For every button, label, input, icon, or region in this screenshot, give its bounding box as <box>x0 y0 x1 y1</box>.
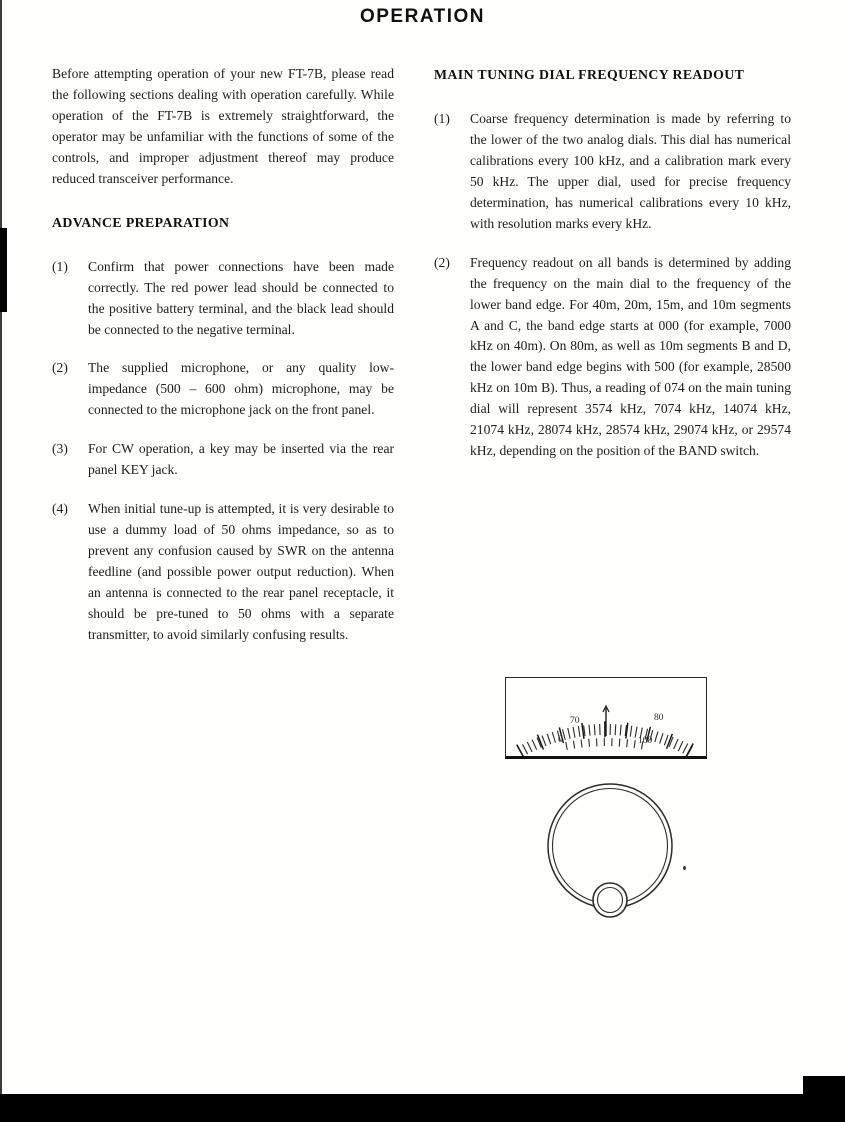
item-number: (1) <box>52 258 68 274</box>
left-column <box>52 64 394 664</box>
list-item <box>52 439 394 481</box>
tuning-knob-illustration <box>530 780 690 930</box>
dial-scale-figure <box>505 677 707 759</box>
section-heading-advance-preparation: ADVANCE PREPARATION <box>52 214 230 230</box>
dial-scale-label-80: 80 <box>654 713 664 723</box>
dial-scale-ticks-illustration <box>506 678 706 756</box>
section-heading-main-tuning-dial: MAIN TUNING DIAL FREQUENCY READOUT <box>434 67 745 82</box>
item-text: Confirm that power connections have been made correctly. The red power lead should be connected to the positive battery terminal, and the black lead should be connected to the negative terminal. <box>88 258 394 337</box>
item-number: (2) <box>434 254 450 270</box>
scan-artifact-bottom-bar <box>0 1094 845 1122</box>
item-text: For CW operation, a key may be inserted via the rear panel KEY jack. <box>88 441 394 478</box>
list-item <box>52 257 394 341</box>
item-text: When initial tune-up is attempted, it is very desirable to use a dummy load of 50 ohms impedance, so as to prevent any confusion caused by SWR on the antenna feedline (and possible power output reduction). When an antenna is connected to the rear panel receptacle, it should be pre-tuned to 50 ohms with a separate transmitter, to avoid similarly confusing results. <box>88 501 394 642</box>
item-number: (1) <box>434 111 450 127</box>
item-text: Coarse frequency determination is made by referring to the lower of the two analog dials. This dial has numerical calibrations every 100 kHz, and a calibration mark every 50 kHz. The upper dial, used for precise frequency determination, has numerical calibrations every 10 kHz, with resolution marks every kHz. <box>470 111 791 231</box>
page-title: OPERATION <box>359 6 486 27</box>
item-number: (3) <box>52 441 68 457</box>
dial-scale-label-70: 70 <box>570 716 580 726</box>
list-item <box>52 499 394 645</box>
dial-scale-label-0: 0 <box>558 735 563 745</box>
list-item <box>52 358 394 421</box>
scan-artifact-left-edge <box>0 0 2 1122</box>
list-item <box>434 253 791 462</box>
scan-artifact-corner <box>803 1076 845 1122</box>
scan-artifact-left-blob <box>0 228 7 312</box>
item-text: The supplied microphone, or any quality low-impedance (500 – 600 ohm) microphone, may be connected to the microphone jack on the front panel. <box>88 360 394 418</box>
dial-scale-label-100: 100 <box>638 736 653 746</box>
list-item <box>434 109 791 235</box>
right-column <box>434 64 791 480</box>
intro-paragraph: Before attempting operation of your new FT-7B, please read the following sections dealing with operation carefully. While operation of the FT-7B is extremely straightforward, the operator may be unfamiliar with the functions of some of the controls, and improper adjustment thereof may produce reduced transceiver performance. <box>52 66 394 186</box>
item-number: (2) <box>52 360 68 376</box>
item-number: (4) <box>52 501 68 517</box>
tuning-dial-figure <box>530 780 690 930</box>
item-text: Frequency readout on all bands is determined by adding the frequency on the main dial to the frequency of the lower band edge. For 40m, 20m, 15m, and 10m segments A and C, the band edge starts at 000 (for example, 7000 kHz on 40m). On 80m, as well as 10m segments B and D, the lower band edge begins with 500 (for example, 28500 kHz on 10m B). Thus, a reading of 074 on the main tuning dial will represent 3574 kHz, 7074 kHz, 14074 kHz, 21074 kHz, 28074 kHz, 28574 kHz, 29074 kHz, or 29574 kHz, depending on the position of the BAND switch. <box>470 254 791 459</box>
